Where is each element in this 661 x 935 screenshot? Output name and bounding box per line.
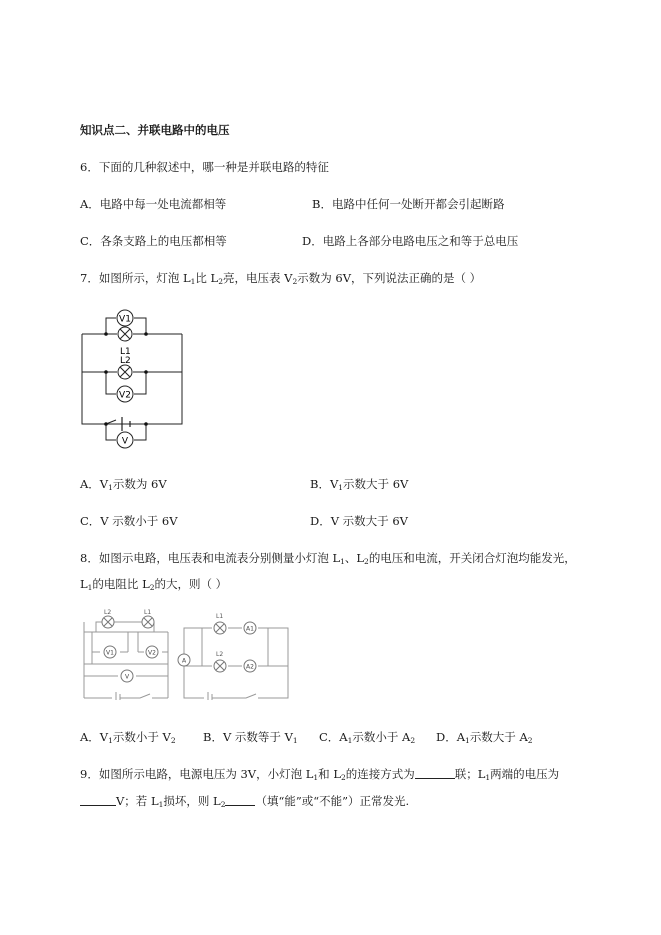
q8-option-a: A．$V_1$示数小于 $V_2$ [80,730,176,745]
q8-fig2-a2-label: A2 [246,663,254,671]
q7-meter-v1-label: V1 [119,314,131,325]
q6-stem: 6．下面的几种叙述中，哪一种是并联电路的特征 [80,160,329,174]
q6-option-d: D．电路上各部分电路电压之和等于总电压 [302,234,519,248]
q7-stem: 7．如图所示，灯泡 $L_1$比 $L_2$亮，电压表 $V_2$示数为 6V，下列说法正确的是（ ） [80,271,482,286]
q8-option-d: D．$A_1$示数大于 $A_2$ [436,730,533,745]
q8-fig1-v-label: V [124,673,130,681]
q6-option-b: B．电路中任何一处断开都会引起断路 [312,197,505,211]
q7-meter-v2-label: V2 [119,390,131,401]
q8-fig1-l2-label: L2 [104,609,112,616]
q8-circuit-ammeters [176,608,296,700]
q8-option-c: C．$A_1$示数小于 $A_2$ [319,730,416,745]
q9-blank-connection[interactable] [415,768,455,779]
q7-option-a: A．$V_1$示数为 6V [80,477,167,492]
section-title: 知识点二、并联电路中的电压 [80,123,230,137]
q9-blank-can-glow[interactable] [225,795,255,806]
q8-fig2-a1-label: A1 [246,625,254,633]
q8-fig2-l1-label: L1 [216,613,224,620]
q8-fig2-l2-label: L2 [216,651,224,658]
q8-fig1-l1-label: L1 [144,609,152,616]
q7-meter-v-label: V [121,436,129,447]
q8-fig2-a-label: A [181,657,187,665]
q9-stem-line1: 9．如图所示电路，电源电压为 3V，小灯泡 $L_1$和 $L_2$的连接方式为 联；$L_1$两端的电压为 [80,767,560,782]
q6-option-c: C．各条支路上的电压都相等 [80,234,227,248]
q8-stem-line1: 8．如图示电路，电压表和电流表分别侧量小灯泡 $L_1$、$L_2$的电压和电流，开关闭合灯泡均能发光， [80,551,576,566]
q8-option-b: B．V 示数等于 $V_1$ [203,730,298,745]
q8-circuit-voltmeters [80,608,172,700]
q7-option-c: C．V 示数小于 6V [80,514,178,528]
q7-option-d: D．V 示数大于 6V [310,514,408,528]
q7-circuit-diagram [78,306,188,454]
q7-lamp-l2-label: L2 [120,356,131,366]
q8-fig1-v1-label: V1 [106,649,114,657]
q8-fig1-v2-label: V2 [148,649,156,657]
q7-lamp-l1-label: L1 [120,347,131,357]
q9-blank-voltage[interactable] [80,795,116,806]
q9-stem-line2: V；若 $L_1$损坏，则 $L_2$ （填“能”或“不能”）正常发光. [80,793,409,809]
q7-option-b: B．$V_1$示数大于 6V [310,477,409,492]
q8-stem-line2: $L_1$的电阻比 $L_2$的大，则（ ） [80,577,228,592]
q6-option-a: A．电路中每一处电流都相等 [80,197,227,211]
